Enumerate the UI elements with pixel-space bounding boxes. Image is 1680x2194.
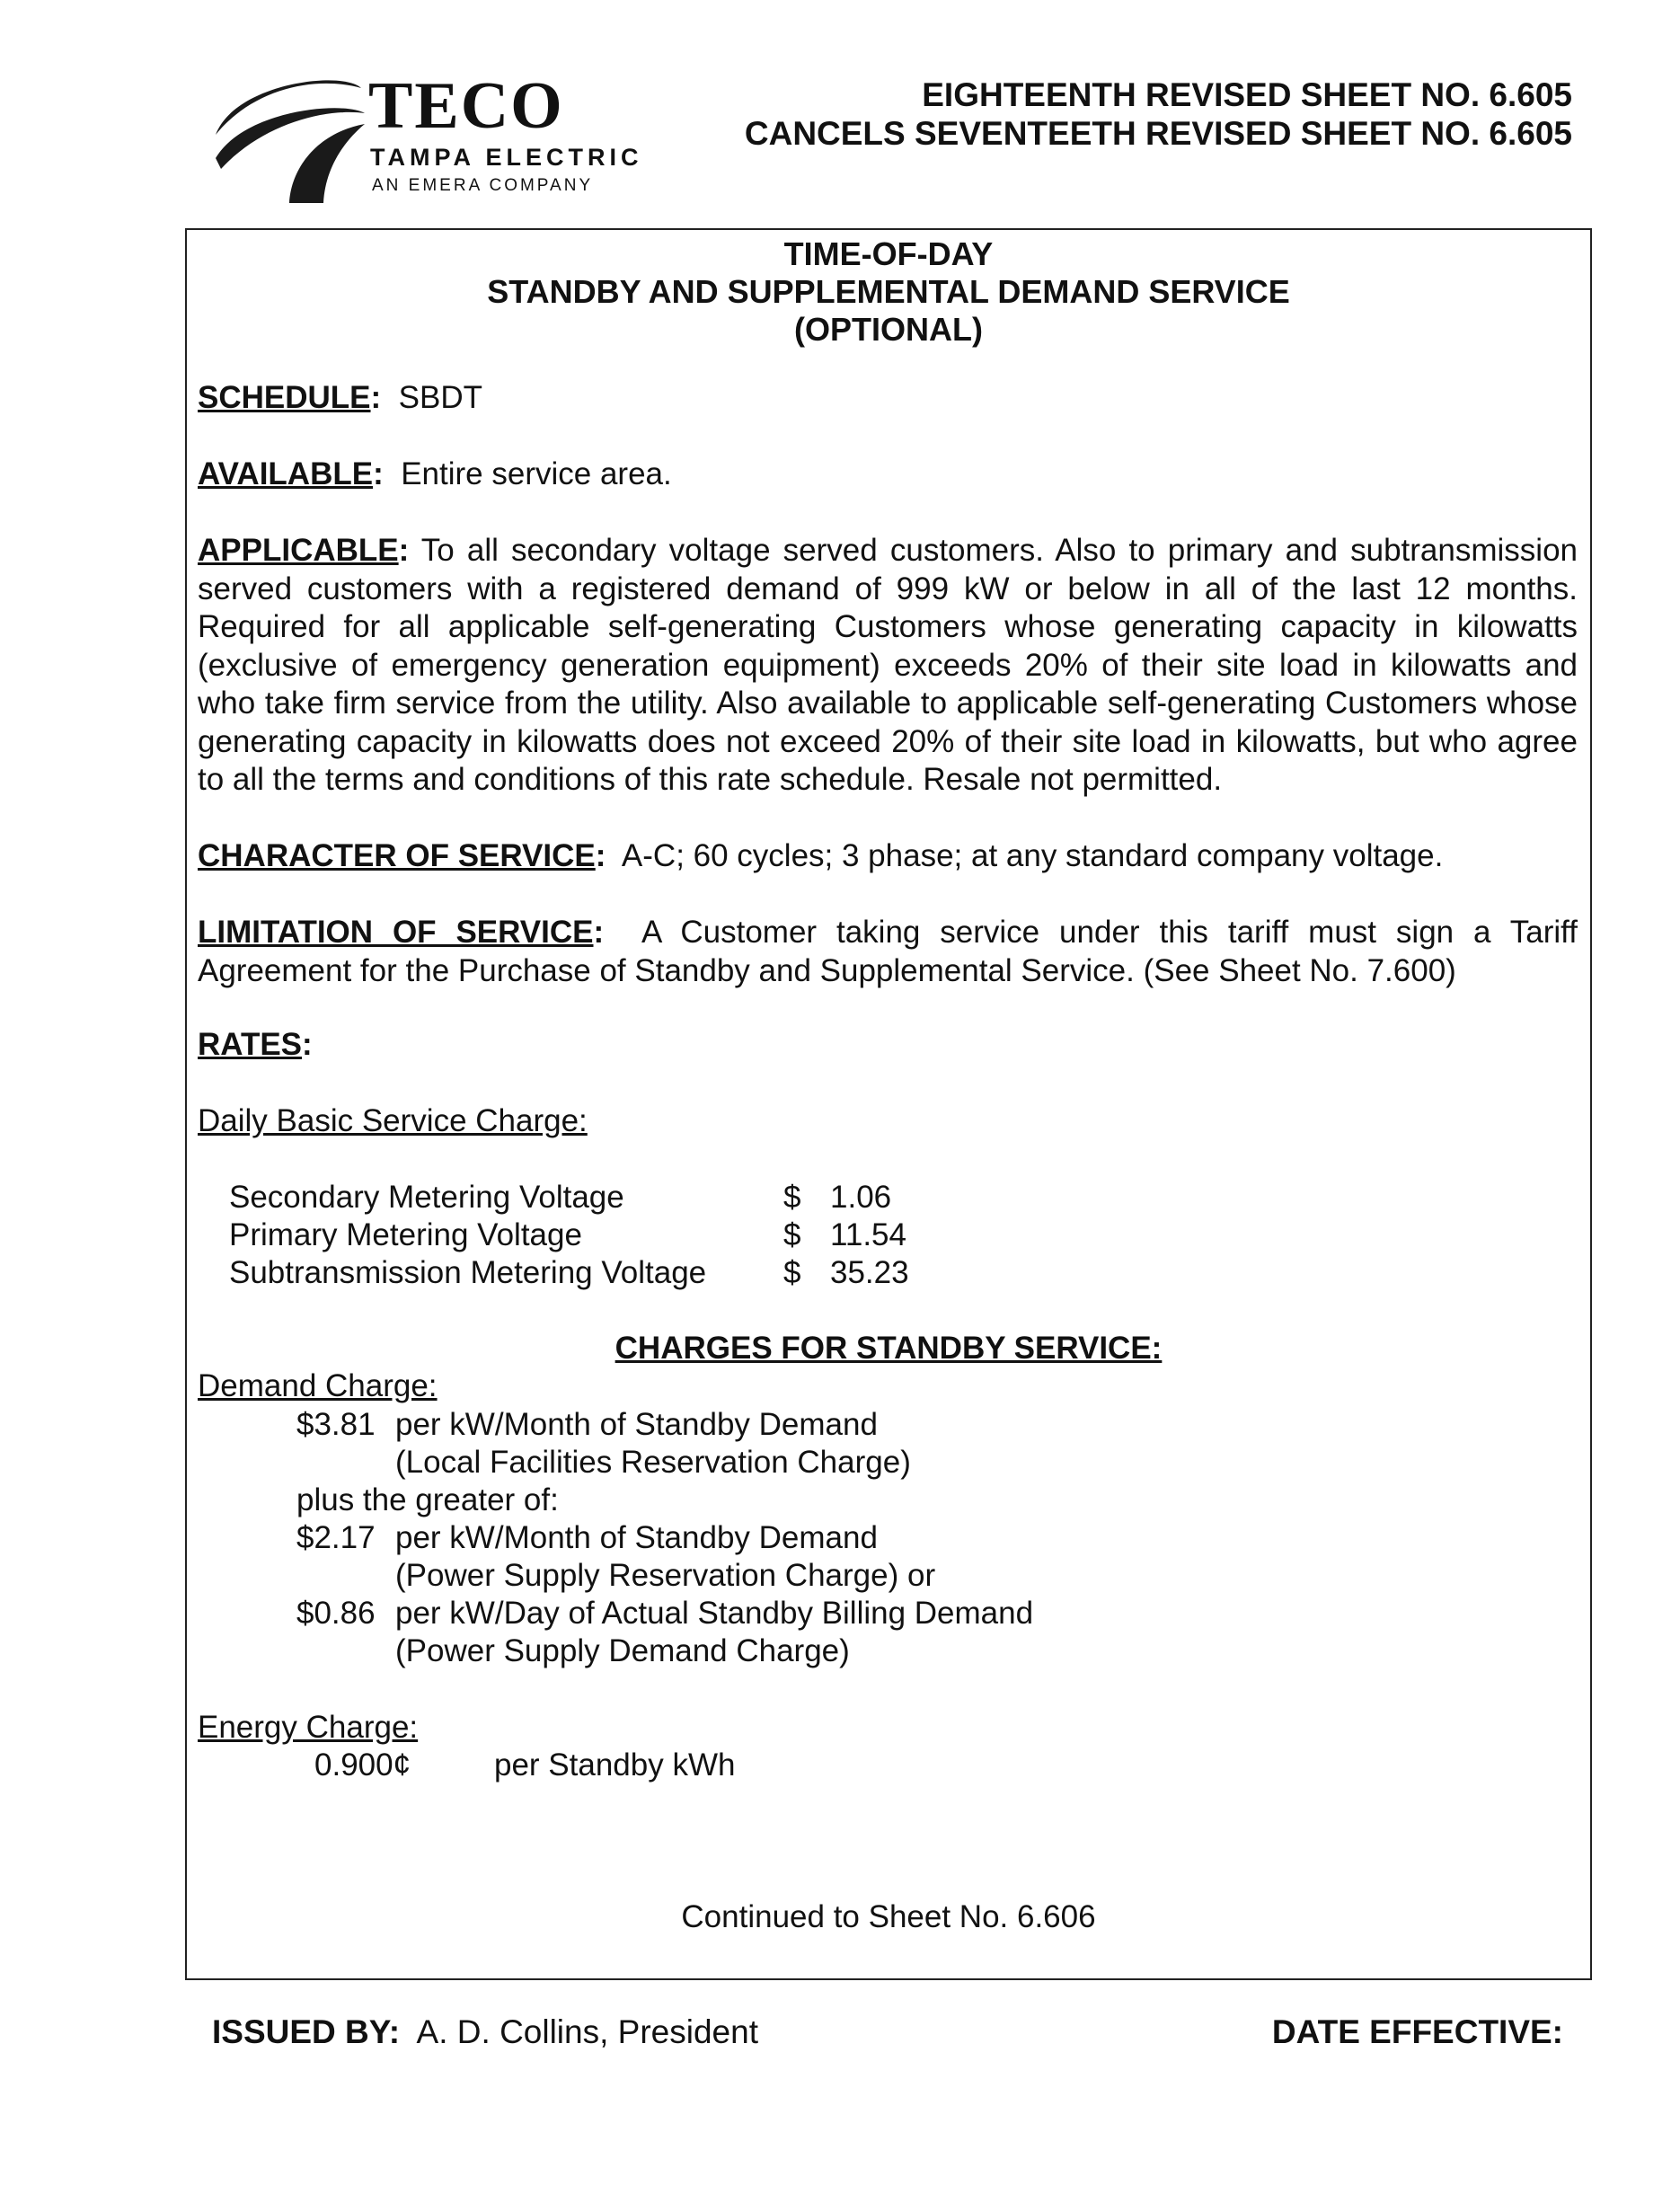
character-section xyxy=(198,837,1578,876)
title-line-2: STANDBY AND SUPPLEMENTAL DEMAND SERVICE xyxy=(487,273,1290,310)
schedule-label: SCHEDULE xyxy=(198,380,371,415)
logo-name: TECO xyxy=(368,69,564,143)
basic-row-currency: $ xyxy=(783,1255,801,1290)
limitation-section xyxy=(198,914,1578,990)
schedule-section xyxy=(198,379,1578,418)
energy-amount: 0.900¢ xyxy=(314,1747,411,1783)
applicable-label: APPLICABLE xyxy=(198,533,399,568)
basic-charge-heading: Daily Basic Service Charge: xyxy=(198,1103,588,1138)
charge-3-amount: $0.86 xyxy=(296,1596,376,1631)
rates-colon: : xyxy=(302,1027,313,1062)
charge-2-note: (Power Supply Reservation Charge) or xyxy=(395,1558,936,1593)
charge-3-desc: per kW/Day of Actual Standby Billing Demand xyxy=(395,1596,1034,1631)
character-colon: : xyxy=(595,838,606,873)
teco-logo xyxy=(208,70,676,205)
charge-2-desc: per kW/Month of Standby Demand xyxy=(395,1520,878,1555)
applicable-colon: : xyxy=(398,533,410,568)
schedule-colon: : xyxy=(370,380,382,415)
standby-heading: CHARGES FOR STANDBY SERVICE: xyxy=(615,1331,1163,1366)
schedule-value: SBDT xyxy=(398,380,482,415)
logo-subtitle: TAMPA ELECTRIC xyxy=(370,144,643,171)
applicable-section xyxy=(198,532,1578,800)
date-effective-label: DATE EFFECTIVE: xyxy=(1271,2013,1563,2050)
energy-desc: per Standby kWh xyxy=(494,1747,736,1783)
limitation-colon: : xyxy=(593,915,605,950)
character-value: A-C; 60 cycles; 3 phase; at any standard company voltage. xyxy=(621,838,1444,873)
cancels-sheet-number: CANCELS SEVENTEETH REVISED SHEET NO. 6.605 xyxy=(744,115,1572,152)
charge-3-note: (Power Supply Demand Charge) xyxy=(395,1633,850,1668)
charge-1-desc: per kW/Month of Standby Demand xyxy=(395,1407,878,1442)
issued-by-label: ISSUED BY: xyxy=(212,2013,401,2050)
basic-row-currency: $ xyxy=(783,1217,801,1252)
charge-2-amount: $2.17 xyxy=(296,1520,376,1555)
demand-charge-heading: Demand Charge: xyxy=(198,1368,438,1403)
basic-row-name: Secondary Metering Voltage xyxy=(229,1180,624,1215)
plus-greater-of: plus the greater of: xyxy=(296,1482,559,1517)
available-value: Entire service area. xyxy=(401,456,672,491)
sheet-number: EIGHTEENTH REVISED SHEET NO. 6.605 xyxy=(922,76,1572,113)
basic-row-name: Subtransmission Metering Voltage xyxy=(229,1255,707,1290)
basic-row-amount: 35.23 xyxy=(830,1255,909,1290)
basic-row-amount: 1.06 xyxy=(830,1180,892,1215)
charge-1-note: (Local Facilities Reservation Charge) xyxy=(395,1445,911,1480)
logo-tagline: AN EMERA COMPANY xyxy=(372,176,594,195)
teco-swoosh-icon xyxy=(208,70,370,205)
continued-note: Continued to Sheet No. 6.606 xyxy=(681,1899,1096,1934)
applicable-text: To all secondary voltage served customers. Also to primary and subtransmission served customers with a registered demand of 999 kW or below in all of the last 12 months. Required for all applicable self-generating Customers whose generating capacity in kilowatts (exclusive of emergency generation equipment) exceeds 20% of their site load in kilowatts and who take firm service from the utility. Also available to applicable self-generating Customers whose generating capacity in kilowatts does not exceed 20% of their site load in kilowatts, but who agree to all the terms and conditions of this rate schedule. Resale not permitted. xyxy=(198,533,1578,797)
issued-by xyxy=(212,2013,758,2052)
basic-row-amount: 11.54 xyxy=(830,1217,906,1252)
available-section xyxy=(198,456,1578,494)
limitation-label: LIMITATION OF SERVICE xyxy=(198,915,594,950)
rates-label: RATES xyxy=(198,1027,303,1062)
available-label: AVAILABLE xyxy=(198,456,374,491)
title-line-3: (OPTIONAL) xyxy=(794,311,983,348)
character-label: CHARACTER OF SERVICE xyxy=(198,838,596,873)
available-colon: : xyxy=(373,456,384,491)
rates-section xyxy=(198,1026,1578,1065)
charge-1-amount: $3.81 xyxy=(296,1407,376,1442)
basic-row-currency: $ xyxy=(783,1180,801,1215)
limitation-text: A Customer taking service under this tariff must sign a Tariff Agreement for the Purchase of Standby and Supplemental Service. (See Sheet No. 7.600) xyxy=(198,915,1578,988)
basic-row-name: Primary Metering Voltage xyxy=(229,1217,582,1252)
title-line-1: TIME-OF-DAY xyxy=(783,235,994,272)
energy-charge-heading: Energy Charge: xyxy=(198,1710,419,1745)
issued-by-value: A. D. Collins, President xyxy=(416,2013,758,2050)
